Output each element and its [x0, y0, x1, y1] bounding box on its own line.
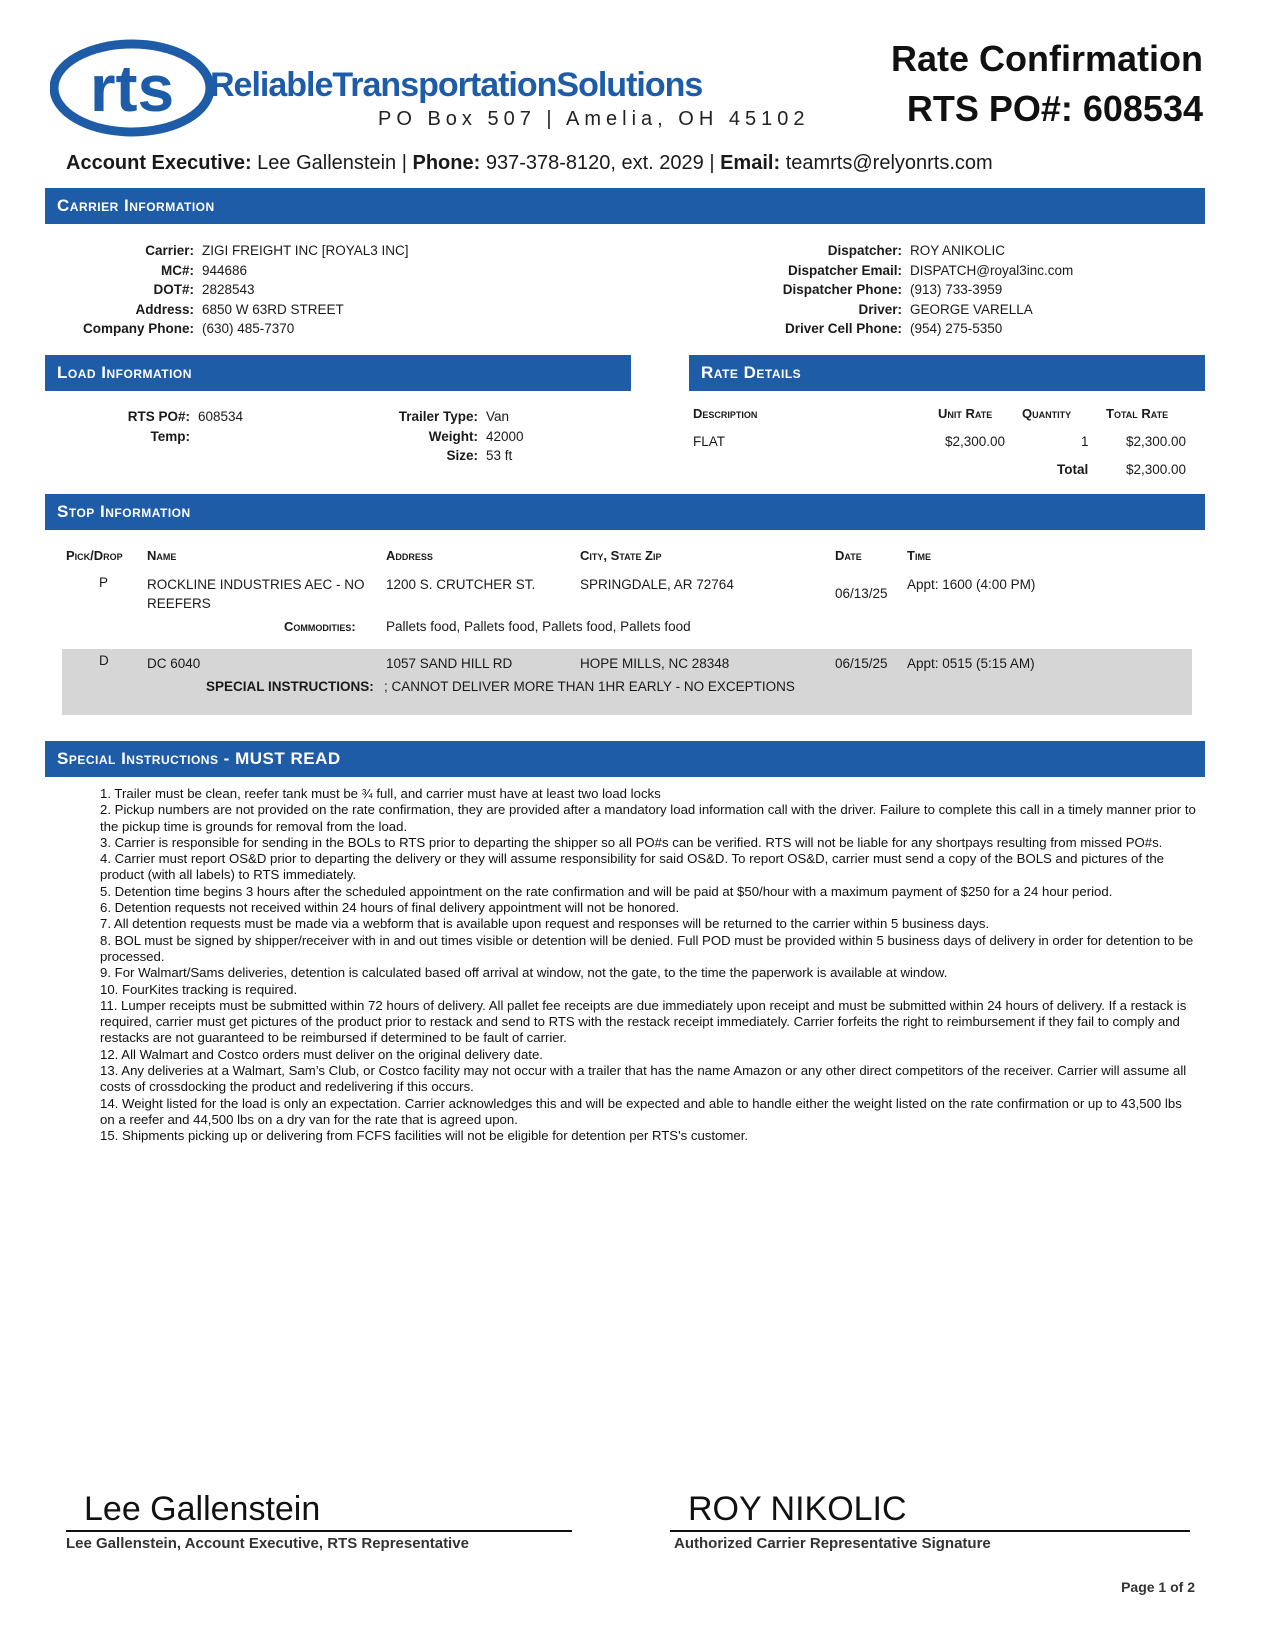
kv-value: 53 ft — [486, 448, 513, 463]
instruction-item: 10. FourKites tracking is required. — [100, 981, 298, 997]
carrier-signature: ROY NIKOLIC — [688, 1490, 907, 1528]
stop-col-date: Date — [835, 548, 862, 563]
special-instructions-header — [45, 741, 1205, 777]
carrier-signature-caption: Authorized Carrier Representative Signature — [674, 1535, 991, 1552]
account-executive-line — [66, 152, 993, 175]
carrier-details-left — [60, 241, 409, 339]
carrier-signature-line — [670, 1530, 1190, 1532]
document-po-number: RTS PO#: 608534 — [906, 88, 1203, 129]
kv-row — [760, 319, 1073, 339]
instruction-item: 11. Lumper receipts must be submitted within 72 hours of delivery. All pallet fee receipts are due immediately upon receipt and must be submitted within 24 hours of delivery. If a restack is required, carrier must get pictures of the product prior to restack and send to RTS with the restack receipt immediately. Carrier forfeits the right to reimbursement if they fail to comply and restacks are not guaranteed to be reimbursed if determined to be fault of carrier. — [100, 997, 1187, 1046]
kv-label: Trailer Type: — [398, 409, 478, 424]
instruction-item: 5. Detention time begins 3 hours after the scheduled appointment on the rate confirmation and will be paid at $50/hour with a maximum payment of $250 for a 24 hour period. — [100, 883, 1113, 899]
rts-signature: Lee Gallenstein — [84, 1490, 321, 1528]
drop-special-label: SPECIAL INSTRUCTIONS: — [206, 679, 374, 694]
stop-pickup-name-line2: REEFERS — [147, 596, 211, 611]
stop-pickup-city: SPRINGDALE, AR 72764 — [580, 577, 734, 592]
stop-drop-city: HOPE MILLS, NC 28348 — [580, 656, 730, 671]
instruction-item: 6. Detention requests not received within 24 hours of final delivery appointment will not be honored. — [100, 900, 680, 916]
instruction-item: 14. Weight listed for the load is only an expectation. Carrier acknowledges this and will be expected and able to handle either the weight listed on the rate confirmation or up to 43,500 lbs on a reefer and 44,500 lbs on a dry van for the rate that is agreed upon. — [100, 1095, 1182, 1127]
kv-row — [760, 280, 1073, 300]
kv-label: Driver: — [858, 301, 902, 317]
kv-label: Weight: — [428, 428, 478, 444]
kv-row — [60, 241, 409, 261]
kv-row — [60, 280, 409, 300]
phone-label: Phone: — [412, 152, 481, 174]
kv-row — [760, 241, 1073, 261]
kv-row — [60, 319, 409, 339]
rate-description: FLAT — [693, 434, 726, 449]
rate-col-unit-rate: Unit Rate — [938, 406, 993, 421]
kv-value: (954) 275-5350 — [910, 321, 1003, 336]
rate-col-total-rate: Total Rate — [1106, 406, 1169, 421]
stop-pickup-date: 06/13/25 — [835, 586, 888, 601]
kv-label: Carrier: — [145, 243, 194, 258]
kv-label: Company Phone: — [82, 321, 194, 336]
carrier-information-header: Carrier Information — [45, 188, 1205, 224]
kv-label: MC#: — [161, 262, 194, 278]
kv-row — [370, 446, 524, 466]
instruction-item: 15. Shipments picking up or delivering from FCFS facilities will not be eligible for detention per RTS's customer. — [100, 1128, 749, 1144]
stop-drop-date: 06/15/25 — [835, 656, 888, 671]
rate-quantity: 1 — [1081, 434, 1089, 449]
drop-special-value: ; CANNOT DELIVER MORE THAN 1HR EARLY - NO EXCEPTIONS — [384, 679, 795, 694]
kv-row — [760, 261, 1073, 281]
kv-value: (630) 485-7370 — [202, 321, 295, 336]
rate-grand-total-value: $2,300.00 — [1126, 462, 1187, 477]
stop-col-pick-drop: Pick/Drop — [66, 548, 123, 563]
kv-value: ROY ANIKOLIC — [910, 243, 1006, 258]
instruction-item: 4. Carrier must report OS&D prior to departing the delivery or they will assume responsibility for said OS&D. To report OS&D, carrier must send a copy of the BOLS and pictures of the product (with all labels) to RTS immediately. — [100, 851, 1165, 883]
kv-label: Driver Cell Phone: — [784, 321, 902, 336]
kv-row — [370, 407, 524, 427]
phone-value: 937-378-8120, ext. 2029 | — [485, 152, 715, 174]
email-label: Email: — [720, 152, 781, 174]
stop-information-header: Stop Information — [45, 494, 1205, 530]
ae-label: Account Executive: — [66, 152, 252, 174]
kv-value: ZIGI FREIGHT INC [ROYAL3 INC] — [202, 243, 409, 258]
special-instructions-title: Special Instructions - — [57, 749, 236, 768]
stop-pickup-name-line1: ROCKLINE INDUSTRIES AEC - NO — [147, 577, 365, 592]
instruction-item: 12. All Walmart and Costco orders must deliver on the original delivery date. — [100, 1046, 543, 1062]
instruction-item: 13. Any deliveries at a Walmart, Sam’s Club, or Costco facility may not occur with a trailer that has the name Amazon or any other direct competitors of the receiver. Carrier will assume all costs of crossdocking the product and redelivering if this occurs. — [100, 1063, 1187, 1095]
kv-label: RTS PO#: — [127, 409, 190, 424]
kv-value: DISPATCH@royal3inc.com — [910, 262, 1074, 278]
stop-col-time: Time — [907, 548, 931, 563]
kv-label: Temp: — [150, 428, 190, 444]
kv-row — [60, 261, 409, 281]
instruction-item: 1. Trailer must be clean, reefer tank must be ¾ full, and carrier must have at least two load locks — [100, 786, 661, 801]
rts-signature-line — [66, 1530, 572, 1532]
kv-row — [370, 427, 524, 447]
must-read-label: MUST READ — [235, 749, 341, 768]
rts-signature-caption: Lee Gallenstein, Account Executive, RTS Representative — [66, 1535, 469, 1552]
instruction-item: 9. For Walmart/Sams deliveries, detention is calculated based off arrival at window, not the gate, to the time the paperwork is available at window. — [100, 965, 948, 981]
rate-total: $2,300.00 — [1126, 434, 1187, 449]
kv-label: DOT#: — [153, 282, 194, 297]
stop-drop-address: 1057 SAND HILL RD — [386, 656, 513, 671]
stop-col-city: City, State Zip — [580, 548, 662, 563]
kv-value: 2828543 — [202, 282, 255, 297]
company-address: PO Box 507 | Amelia, OH 45102 — [378, 108, 810, 130]
rts-logo-icon — [50, 33, 220, 143]
kv-value: Van — [486, 409, 510, 424]
page-number: Page 1 of 2 — [1121, 1579, 1195, 1595]
load-details-right — [370, 407, 524, 466]
instruction-item: 3. Carrier is responsible for sending in the BOLs to RTS prior to departing the shipper so all PO#s can be verified. RTS will not be liable for any shortpays resulting from missed PO#s. — [100, 834, 1163, 850]
kv-value: GEORGE VARELLA — [910, 301, 1033, 317]
commodities-value: Pallets food, Pallets food, Pallets food, Pallets food — [386, 619, 691, 634]
stop-col-name: Name — [147, 548, 177, 563]
kv-label: Dispatcher Email: — [787, 262, 902, 278]
commodities-label: Commodities: — [284, 619, 356, 634]
instruction-item: 7. All detention requests must be made via a webform that is available upon request and responses will be returned to the carrier within 5 business days. — [100, 916, 990, 932]
kv-value: 608534 — [198, 409, 244, 424]
kv-row — [100, 407, 243, 427]
special-instructions-list — [100, 786, 1200, 1145]
load-information-header: Load Information — [45, 355, 631, 391]
rate-col-quantity: Quantity — [1022, 406, 1072, 421]
kv-value: 944686 — [202, 262, 248, 278]
kv-label: Address: — [135, 301, 194, 317]
kv-label: Size: — [446, 448, 478, 463]
rate-col-description: Description — [693, 406, 758, 421]
kv-value: (913) 733-3959 — [910, 282, 1003, 297]
rate-unit-rate: $2,300.00 — [945, 434, 1006, 449]
instruction-item: 2. Pickup numbers are not provided on the rate confirmation, they are provided after a mandatory load information call with the driver. Failure to complete this call in a timely manner prior to the pickup time is grounds for removal from the load. — [100, 802, 1196, 834]
logo-text: rts — [89, 51, 175, 125]
kv-value: 42000 — [486, 428, 524, 444]
stop-col-address: Address — [386, 548, 433, 563]
kv-row — [760, 300, 1073, 320]
stop-pickup-type: P — [99, 575, 109, 590]
stop-drop-type: D — [99, 653, 109, 668]
company-name: ReliableTransportationSolutions — [210, 66, 703, 104]
stop-drop-name: DC 6040 — [147, 656, 201, 671]
document-title: Rate Confirmation — [890, 38, 1203, 79]
rate-grand-total-label: Total — [1057, 462, 1089, 477]
kv-value: 6850 W 63RD STREET — [202, 301, 344, 317]
instruction-item: 8. BOL must be signed by shipper/receiver with in and out times visible or detention will be denied. Full POD must be provided within 5 business days of delivery in order for detention to be processed. — [100, 932, 1194, 964]
rate-details-header: Rate Details — [689, 355, 1205, 391]
kv-row — [60, 300, 409, 320]
carrier-details-right — [760, 241, 1073, 339]
ae-value: Lee Gallenstein | — [257, 152, 407, 174]
load-details-left — [100, 407, 243, 446]
stop-pickup-time: Appt: 1600 (4:00 PM) — [907, 577, 1036, 592]
stop-pickup-address: 1200 S. CRUTCHER ST. — [386, 577, 536, 592]
kv-label: Dispatcher Phone: — [782, 282, 902, 297]
stop-drop-time: Appt: 0515 (5:15 AM) — [907, 656, 1035, 671]
email-value: teamrts@relyonrts.com — [785, 152, 993, 174]
kv-row — [100, 427, 243, 447]
kv-label: Dispatcher: — [827, 243, 902, 258]
